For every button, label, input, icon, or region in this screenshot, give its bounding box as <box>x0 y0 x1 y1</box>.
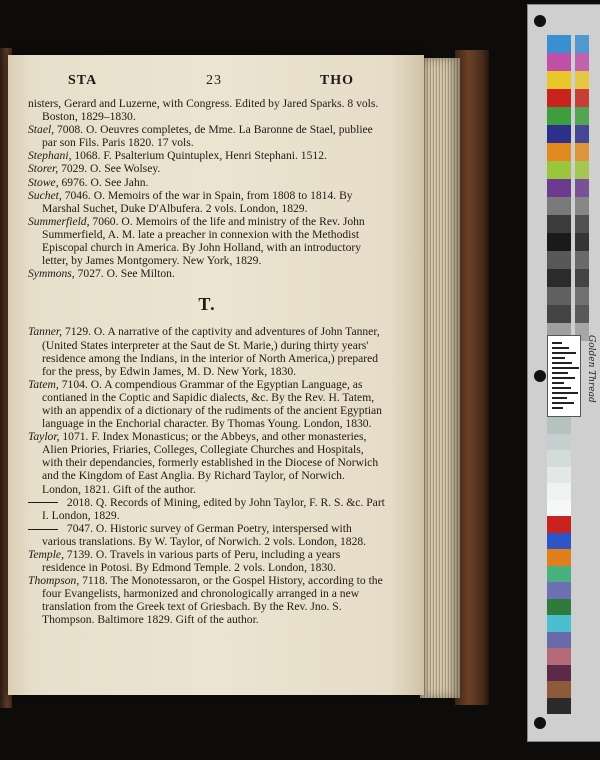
entry-text: 7027. O. See Milton. <box>74 267 175 281</box>
color-checker-strip <box>527 4 600 742</box>
color-swatch-small <box>575 179 589 197</box>
catalog-entry <box>28 176 386 189</box>
brand-label: Golden Thread <box>586 335 596 403</box>
catalog-entry <box>28 215 386 267</box>
book-page <box>8 55 424 695</box>
entry-text: 7104. O. A compendious Grammar of the Egyptian Language, as contianed in the Coptic and Sapidic dialects, &c. By the Rev. H. Tatem, with an appendix of a dictionary of the rudiments of the ancient Egyptian language in the Enchorial character. By Thomas Young. London, 1830. <box>42 377 382 431</box>
entry-text: 7118. The Monotessaron, or the Gospel History, according to the four Evangelists, harmonized and chronologically arranged in a new translation from the Greek text of Griesbach. By the Rev. Jno. S. Thompson. Baltimore 1829. Gift of the author. <box>42 574 383 627</box>
color-swatch <box>547 305 571 323</box>
ditto-dash <box>28 529 58 530</box>
entry-author: Tanner, <box>28 325 63 339</box>
catalog-entry <box>28 574 386 626</box>
entry-author: Thompson, <box>28 574 80 588</box>
catalog-entry <box>28 123 386 149</box>
entry-author: Temple, <box>28 548 64 561</box>
calibration-swatch <box>547 698 571 715</box>
color-swatch <box>547 233 571 251</box>
catalog-entry <box>28 162 386 175</box>
entry-author: Summerfield, <box>28 214 90 228</box>
entry-text: 7046. O. Memoirs of the war in Spain, from 1808 to 1814. By Marshal Suchet, Duke D'Albufera. 2 vols. London, 1829. <box>42 188 353 215</box>
catalog-entry <box>28 267 386 280</box>
barcode-bar <box>552 372 568 374</box>
color-swatch-small <box>575 215 589 233</box>
calibration-swatch <box>547 582 571 599</box>
color-swatch <box>547 215 571 233</box>
entry-text: 1071. F. Index Monasticus; or the Abbeys, and other monasteries, Alien Priories, Friaries, Colleges, Collegiate Churches and Hospitals, with their dependancies, formerly established in the Diocese of Norwich and the Kingdom of East Anglia. By Richard Taylor, of Norwich. London, 1821. Gift of the author. <box>42 430 379 496</box>
calibration-swatch <box>547 533 571 550</box>
color-swatch-small <box>575 89 589 107</box>
entry-text: 7139. O. Travels in various parts of Peru, including a years residence in Potosi. By Edmond Temple. 2 vols. London, 1830. <box>42 548 341 575</box>
calibration-swatch <box>547 516 571 533</box>
entry-text: 7060. O. Memoirs of the life and ministry of the Rev. John Summerfield, A. M. late a preacher in connexion with the Methodist Episcopal church in America. By John Holland, with an introductory letter, by James Montgomery. New York, 1829. <box>42 214 365 268</box>
color-swatch <box>547 71 571 89</box>
entry-author: Storer, <box>28 162 59 176</box>
running-head-right: THO <box>319 73 354 88</box>
calibration-swatch <box>547 599 571 616</box>
barcode-bar <box>552 362 572 364</box>
catalog-entry <box>28 522 386 548</box>
color-swatch <box>547 179 571 197</box>
catalog-entry <box>28 430 386 495</box>
entry-text: nisters, Gerard and Luzerne, with Congress. Edited by Jared Sparks. 8 vols. Boston, 1829–1830. <box>28 97 379 124</box>
gray-swatches <box>547 417 571 714</box>
color-swatch-small <box>575 287 589 305</box>
page-edges <box>420 58 460 698</box>
color-swatch <box>547 251 571 269</box>
barcode-bar <box>552 392 578 394</box>
catalog-entry <box>28 496 386 522</box>
color-swatch-small <box>575 35 589 53</box>
catalog-entry <box>28 189 386 215</box>
catalog-entry <box>28 325 386 377</box>
page-text <box>28 97 386 627</box>
running-head-left: STA <box>68 73 98 88</box>
barcode-bar <box>552 367 579 369</box>
barcode-bar <box>552 382 564 384</box>
ditto-dash <box>28 502 58 503</box>
barcode-bar <box>552 352 576 354</box>
color-swatch-small <box>575 53 589 71</box>
color-swatch <box>547 53 571 71</box>
color-swatch <box>547 161 571 179</box>
punch-hole <box>534 370 546 382</box>
barcode-bar <box>552 387 571 389</box>
color-swatch-small <box>575 161 589 179</box>
barcode <box>547 335 581 417</box>
color-swatch <box>547 269 571 287</box>
catalog-entry <box>28 378 386 430</box>
color-swatch <box>547 35 571 53</box>
punch-hole <box>534 717 546 729</box>
color-swatch-small <box>575 197 589 215</box>
color-swatch <box>547 89 571 107</box>
color-swatch-small <box>575 251 589 269</box>
entry-author: Taylor, <box>28 430 60 444</box>
entry-author: Suchet, <box>28 188 62 202</box>
entry-text: 2018. Q. Records of Mining, edited by John Taylor, F. R. S. &c. Part I. London, 1829. <box>42 495 385 522</box>
calibration-swatch <box>547 500 571 517</box>
color-swatch-small <box>575 269 589 287</box>
calibration-swatch <box>547 665 571 682</box>
entry-text: 6976. O. See Jahn. <box>58 175 149 189</box>
color-swatches <box>547 35 571 359</box>
color-swatch <box>547 143 571 161</box>
entry-text: 7008. O. Oeuvres completes, de Mme. La Baronne de Stael, publiee par son Fils. Paris 1820. 17 vols. <box>42 123 373 150</box>
catalog-entry <box>28 149 386 162</box>
section-letter: T. <box>198 294 216 315</box>
punch-hole <box>534 15 546 27</box>
color-swatch-small <box>575 107 589 125</box>
calibration-swatch <box>547 483 571 500</box>
barcode-bar <box>552 407 563 409</box>
small-color-swatches <box>575 35 589 359</box>
entries-before <box>28 97 386 280</box>
color-swatch <box>547 125 571 143</box>
barcode-bar <box>552 342 562 344</box>
entry-author: Tatem, <box>28 377 59 391</box>
color-swatch-small <box>575 305 589 323</box>
calibration-swatch <box>547 566 571 583</box>
calibration-swatch <box>547 434 571 451</box>
color-swatch-small <box>575 233 589 251</box>
color-swatch-small <box>575 71 589 89</box>
color-swatch <box>547 107 571 125</box>
calibration-swatch <box>547 450 571 467</box>
entry-text: 7029. O. See Wolsey. <box>58 162 161 176</box>
calibration-swatch <box>547 417 571 434</box>
color-swatch-small <box>575 125 589 143</box>
calibration-swatch <box>547 549 571 566</box>
entry-text: 1068. F. Psalterium Quintuplex, Henri Stephani. 1512. <box>71 149 327 163</box>
entry-author: Stowe, <box>28 175 59 189</box>
color-swatch <box>547 197 571 215</box>
barcode-bar <box>552 397 567 399</box>
calibration-swatch <box>547 615 571 632</box>
color-swatch-small <box>575 143 589 161</box>
barcode-bar <box>552 402 574 404</box>
entry-text: 7047. O. Historic survey of German Poetry, interspersed with various translations. By W. Taylor, of Norwich. 2 vols. London, 1828. <box>42 521 367 548</box>
calibration-swatch <box>547 681 571 698</box>
color-swatch <box>547 287 571 305</box>
entry-author: Symmons, <box>28 267 75 281</box>
barcode-bar <box>552 357 565 359</box>
calibration-swatch <box>547 648 571 665</box>
barcode-bar <box>552 347 569 349</box>
entries-after <box>28 325 386 626</box>
book-cover-right <box>455 50 489 705</box>
page-number: 23 <box>206 73 222 88</box>
catalog-entry <box>28 97 386 123</box>
barcode-bar <box>552 377 575 379</box>
calibration-swatch <box>547 467 571 484</box>
catalog-entry <box>28 548 386 574</box>
entry-author: Stael, <box>28 123 55 137</box>
entry-text: 7129. O. A narrative of the captivity and adventures of John Tanner, (United States interpreter at the Saut de St. Marie,) during thirty years' residence among the Indians, in the interior of North America,) prepared for the press, by Edwin James, M. D. New York, 1830. <box>42 325 380 378</box>
entry-author: Stephani, <box>28 149 72 163</box>
calibration-swatch <box>547 632 571 649</box>
